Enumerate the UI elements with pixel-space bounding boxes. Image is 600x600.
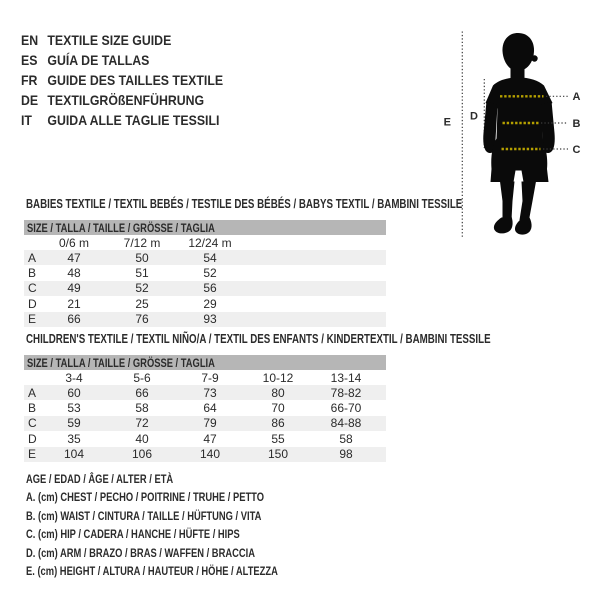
row-label: C [28, 416, 37, 431]
value-cell: 80 [271, 385, 285, 400]
value-cell: 98 [339, 447, 353, 462]
row-label: C [28, 281, 37, 296]
language-label: GUIDE DES TAILLES TEXTILE [47, 72, 224, 88]
value-cell: 64 [203, 401, 217, 416]
value-cell: 79 [203, 416, 217, 431]
column-header: 12/24 m [188, 235, 232, 250]
row-label: B [28, 401, 37, 416]
language-row [21, 70, 223, 90]
language-code: ES [21, 52, 38, 68]
size-header-label: SIZE / TALLA / TAILLE / GRÖSSE / TAGLIA [27, 220, 215, 235]
value-cell: 58 [339, 431, 353, 446]
legend-age-line: AGE / EDAD / ÂGE / ALTER / ETÀ [26, 472, 174, 486]
value-cell: 106 [131, 447, 153, 462]
column-header: 10-12 [262, 370, 294, 385]
babies-size-header-bar [24, 220, 386, 235]
measurement-legend [26, 470, 349, 580]
column-header: 3-4 [65, 370, 83, 385]
value-cell: 55 [271, 431, 285, 446]
row-label: A [28, 250, 37, 265]
measure-label-e: E [443, 116, 451, 129]
table-row [24, 447, 386, 462]
legend-item: B. (cm) WAIST / CINTURA / TAILLE / HÜFTUNG / VITA [26, 508, 262, 523]
silhouette-ear [531, 55, 537, 61]
legend-item: A. (cm) CHEST / PECHO / POITRINE / TRUHE / PETTO [26, 490, 265, 505]
value-cell: 150 [267, 447, 289, 462]
child-silhouette [483, 33, 555, 235]
language-row [21, 50, 223, 70]
silhouette-shorts [491, 139, 549, 183]
value-cell: 25 [135, 296, 149, 311]
babies-size-table [24, 220, 386, 327]
value-cell: 29 [203, 296, 217, 311]
value-cell: 66-70 [330, 401, 362, 416]
language-list [21, 30, 251, 130]
value-cell: 52 [135, 281, 149, 296]
value-cell: 59 [67, 416, 81, 431]
row-label: E [28, 312, 37, 327]
value-cell: 50 [135, 250, 149, 265]
value-cell: 70 [271, 401, 285, 416]
value-cell: 51 [135, 266, 149, 281]
column-header-row [24, 235, 386, 250]
value-cell: 54 [203, 250, 217, 265]
language-row [21, 90, 223, 110]
value-cell: 72 [135, 416, 149, 431]
column-header: 7-9 [201, 370, 219, 385]
column-header: 5-6 [133, 370, 151, 385]
language-label: GUIDA ALLE TAGLIE TESSILI [47, 112, 220, 128]
measure-label-d: D [470, 110, 478, 123]
silhouette-neck [511, 63, 525, 80]
language-code: IT [21, 112, 32, 128]
table-row [24, 416, 386, 431]
row-label: D [28, 431, 37, 446]
legend-item: E. (cm) HEIGHT / ALTURA / HAUTEUR / HÖHE / ALTEZZA [26, 563, 278, 578]
language-label: TEXTILGRÖßENFÜHRUNG [47, 92, 205, 108]
value-cell: 48 [67, 266, 81, 281]
column-header: 13-14 [330, 370, 362, 385]
value-cell: 78-82 [330, 385, 362, 400]
column-header-row [24, 370, 386, 385]
children-section-title: CHILDREN'S TEXTILE / TEXTIL NIÑO/A / TEXTIL DES ENFANTS / KINDERTEXTIL / BAMBINI TESSILE [26, 332, 491, 346]
language-code: DE [21, 92, 39, 108]
measure-label-b: B [572, 118, 581, 130]
language-code: FR [21, 72, 38, 88]
row-label: E [28, 447, 37, 462]
value-cell: 104 [63, 447, 85, 462]
legend-item: C. (cm) HIP / CADERA / HANCHE / HÜFTE / HIPS [26, 527, 240, 542]
size-header-label: SIZE / TALLA / TAILLE / GRÖSSE / TAGLIA [27, 355, 215, 370]
value-cell: 60 [67, 385, 81, 400]
table-row [24, 431, 386, 446]
language-row [21, 30, 223, 50]
value-cell: 86 [271, 416, 285, 431]
silhouette-right-arm [541, 101, 555, 153]
silhouette-left-shoe [494, 217, 513, 234]
value-cell: 76 [135, 312, 149, 327]
children-size-header-bar [24, 355, 386, 370]
language-row [21, 110, 223, 130]
value-cell: 66 [135, 385, 149, 400]
value-cell: 47 [203, 431, 217, 446]
table-row [24, 265, 386, 280]
value-cell: 35 [67, 431, 81, 446]
value-cell: 21 [67, 296, 81, 311]
table-row [24, 385, 386, 400]
legend-item: D. (cm) ARM / BRAZO / BRAS / WAFFEN / BRACCIA [26, 545, 255, 560]
silhouette-left-arm [483, 101, 497, 153]
row-label: B [28, 266, 37, 281]
table-row [24, 281, 386, 296]
row-label: D [28, 296, 37, 311]
table-row [24, 312, 386, 327]
silhouette-right-leg [520, 182, 537, 221]
value-cell: 93 [203, 312, 217, 327]
silhouette-left-leg [500, 182, 515, 221]
value-cell: 52 [203, 266, 217, 281]
table-row [24, 296, 386, 311]
value-cell: 40 [135, 431, 149, 446]
column-header: 7/12 m [123, 235, 161, 250]
value-cell: 140 [199, 447, 221, 462]
table-row [24, 250, 386, 265]
value-cell: 47 [67, 250, 81, 265]
silhouette-shirt [486, 78, 553, 140]
column-header: 0/6 m [58, 235, 89, 250]
measure-label-c: C [572, 144, 581, 156]
babies-section-title: BABIES TEXTILE / TEXTIL BEBÉS / TESTILE DES BÉBÉS / BABYS TEXTIL / BAMBINI TESSILE [26, 197, 463, 211]
language-code: EN [21, 32, 39, 48]
value-cell: 84-88 [330, 416, 362, 431]
table-row [24, 400, 386, 415]
language-label: GUÍA DE TALLAS [47, 52, 150, 68]
silhouette-right-shoe [515, 218, 532, 235]
language-label: TEXTILE SIZE GUIDE [47, 32, 172, 48]
row-label: A [28, 385, 37, 400]
value-cell: 66 [67, 312, 81, 327]
value-cell: 53 [67, 401, 81, 416]
children-size-table [24, 355, 386, 462]
value-cell: 58 [135, 401, 149, 416]
value-cell: 49 [67, 281, 81, 296]
measure-label-a: A [572, 91, 581, 103]
value-cell: 56 [203, 281, 217, 296]
silhouette-head [502, 33, 534, 70]
value-cell: 73 [203, 385, 217, 400]
